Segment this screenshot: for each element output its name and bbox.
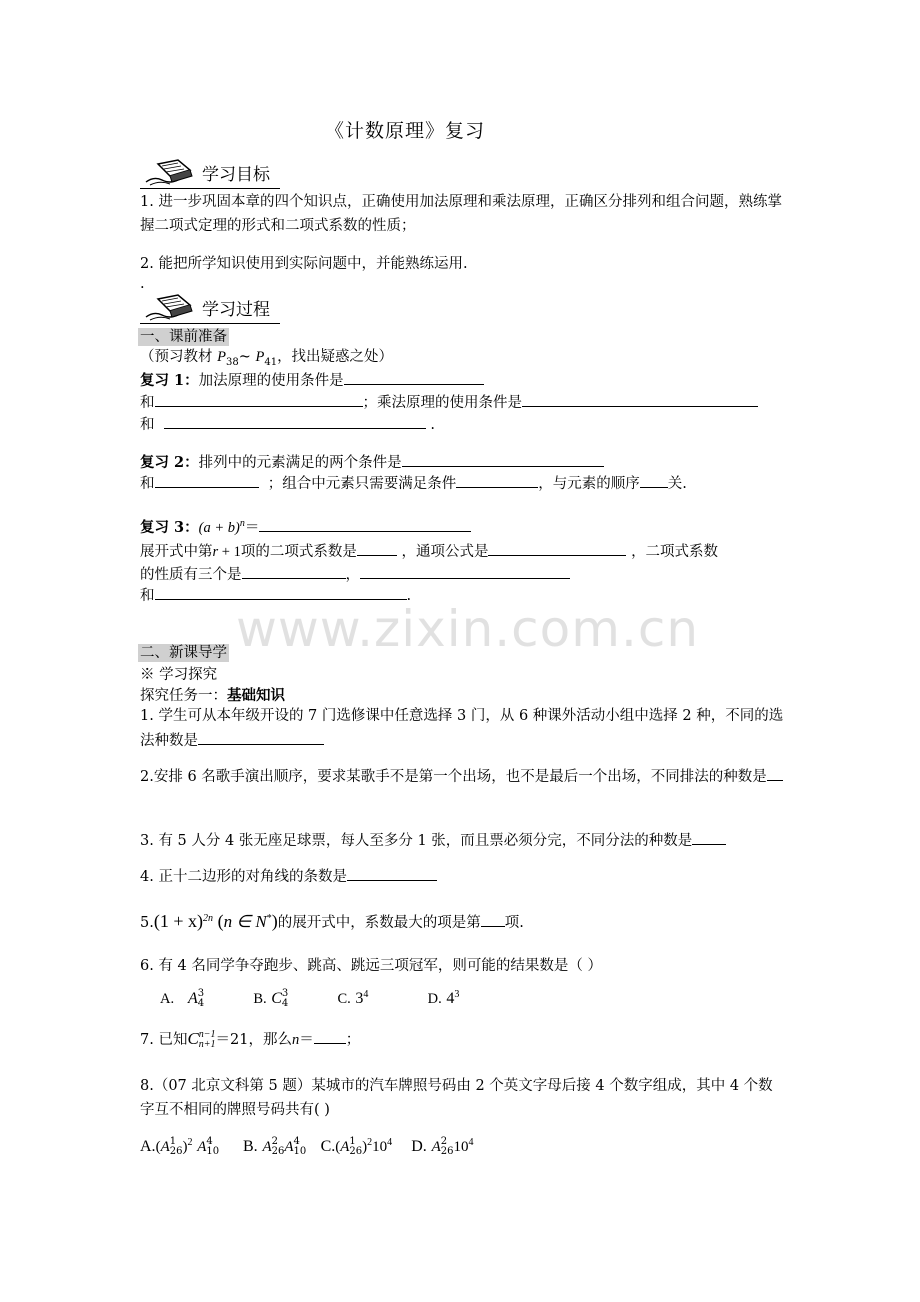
blank-field[interactable] xyxy=(456,471,538,488)
blank-field[interactable] xyxy=(357,539,397,556)
blank-field[interactable] xyxy=(522,390,758,407)
option-a: A. A 3 4 xyxy=(160,988,205,1009)
review-1: 复习 1：加法原理的使用条件是 xyxy=(140,368,484,392)
review-2-line2: 和 ；组合中元素只需要满足条件 ，与元素的顺序 关. xyxy=(140,471,687,495)
option-b: B. C 3 4 xyxy=(253,988,289,1009)
goal-1: 1. 进一步巩固本章的四个知识点，正确使用加法原理和乘法原理，正确区分排列和组合问题，熟练掌握二项式定理的形式和二项式系数的性质； xyxy=(140,194,782,234)
question-2: 2.安排 6 名歌手演出顺序，要求某歌手不是第一个出场，也不是最后一个出场，不同排法的种数是 xyxy=(140,764,784,789)
blank-field[interactable] xyxy=(344,368,484,385)
section-goals-label: 学习目标 xyxy=(202,165,270,185)
book-icon xyxy=(144,158,198,188)
review-3-line4: 和 . xyxy=(140,583,411,607)
option-d: D. $4^3$ xyxy=(427,989,460,1007)
review-3-line3: 的性质有三个是 ， xyxy=(140,562,570,586)
blank-field[interactable] xyxy=(402,450,604,467)
option-a: A.(A 1 26 )$^2$ A 4 10 xyxy=(140,1136,220,1157)
blank-field[interactable] xyxy=(347,864,437,881)
explore-heading: ※ 学习探究 xyxy=(140,667,218,683)
blank-field[interactable] xyxy=(198,728,324,745)
section-process-label: 学习过程 xyxy=(202,300,270,320)
option-b: B. A 2 26 A 4 10 xyxy=(243,1136,307,1157)
blank-field[interactable] xyxy=(481,910,505,927)
question-5: $5.(1 + x)^{2n}$ (n ∈ N*)的展开式中，系数最大的项是第 项. xyxy=(140,911,524,931)
stray-dot: . xyxy=(140,276,145,292)
section-header-process xyxy=(140,293,280,324)
option-d: D. A 2 26 $10^4$ xyxy=(411,1136,474,1157)
blank-field[interactable] xyxy=(155,583,407,600)
question-6: 6. 有 4 名同学争夺跑步、跳高、跳远三项冠军，则可能的结果数是（ ） xyxy=(140,958,602,974)
blank-field[interactable] xyxy=(314,1027,346,1044)
review-2: 复习 2：排列中的元素满足的两个条件是 xyxy=(140,450,604,474)
question-8-options xyxy=(140,1132,473,1161)
blank-field[interactable] xyxy=(488,539,626,556)
blank-field[interactable] xyxy=(259,515,471,532)
question-7: 7. 已知C n−1 n+1 ＝21，那么n＝ ； xyxy=(140,1029,361,1050)
watermark: www.zixin.com.cn xyxy=(236,600,700,658)
blank-field[interactable] xyxy=(360,562,570,579)
review-1-line3: 和 . xyxy=(140,412,435,436)
page-title: 《计数原理》复习 xyxy=(325,120,486,142)
blank-field[interactable] xyxy=(155,471,259,488)
part1-heading: 一、课前准备 xyxy=(140,329,227,345)
preview-note: （预习教材 $P_{38}\sim$ $P_{41}$，找出疑惑之处） xyxy=(140,349,394,368)
book-icon xyxy=(144,293,198,323)
part2-heading: 二、新课导学 xyxy=(140,645,227,661)
blank-field[interactable] xyxy=(692,828,726,845)
section-header-goals xyxy=(140,158,280,189)
question-4: 4. 正十二边形的对角线的条数是 xyxy=(140,864,437,888)
question-6-options xyxy=(160,986,459,1012)
blank-field[interactable] xyxy=(164,412,426,429)
goal-2: 2. 能把所学知识使用到实际问题中，并能熟练运用. xyxy=(140,256,468,272)
review-1-line2: 和 ；乘法原理的使用条件是 xyxy=(140,390,758,414)
blank-field[interactable] xyxy=(767,764,783,781)
blank-field[interactable] xyxy=(640,471,668,488)
question-8: 8.（07 北京文科第 5 题）某城市的汽车牌照号码由 2 个英文字母后接 4 个数字组成，其中 4 个数字互不相同的牌照号码共有( ) xyxy=(140,1078,773,1118)
option-c: C.(A 1 26 )$^210^4$ xyxy=(320,1136,393,1157)
blank-field[interactable] xyxy=(155,390,363,407)
blank-field[interactable] xyxy=(242,562,346,579)
review-3-line2: 展开式中第r + 1项的二项式系数是 ，通项公式是 ，二项式系数 xyxy=(140,539,718,563)
question-1: 1. 学生可从本年级开设的 7 门选修课中任意选择 3 门，从 6 种课外活动小组中选择 2 种，不同的选法种数是 xyxy=(140,708,784,749)
question-3: 3. 有 5 人分 4 张无座足球票，每人至多分 1 张，而且票必须分完，不同分法的种数是 xyxy=(140,828,784,853)
option-c: C. $3^4$ xyxy=(337,989,369,1007)
review-3: 复习 3：$(a + b)^n=$ xyxy=(140,515,471,539)
task-1: 探究任务一：基础知识 xyxy=(140,687,285,704)
